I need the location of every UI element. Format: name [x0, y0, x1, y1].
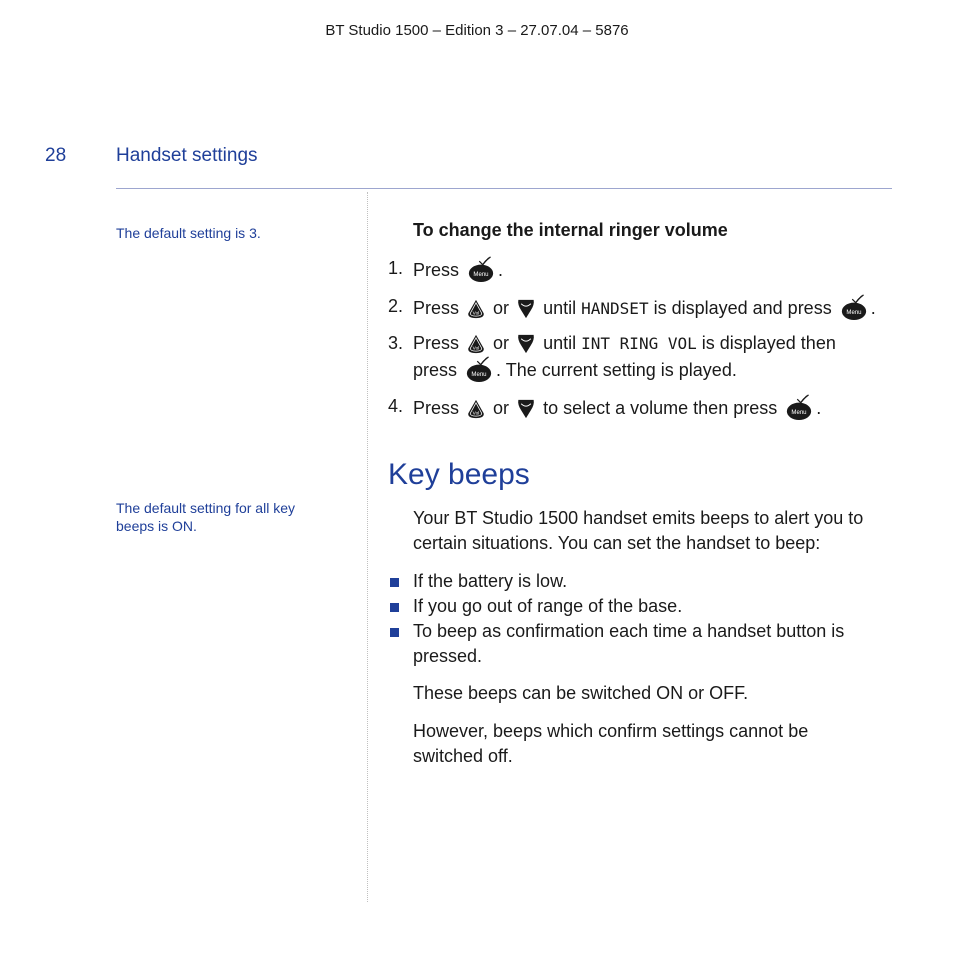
step-text: or [493, 298, 510, 318]
step-number: 1. [388, 258, 404, 278]
vol-down-button-icon [516, 398, 536, 420]
ringer-subheading: To change the internal ringer volume [413, 220, 728, 240]
step-text: Press [413, 333, 460, 353]
bullet-square-icon [390, 603, 399, 612]
menu-button-icon [466, 256, 496, 282]
step-text: or [493, 333, 510, 353]
vol-up-button-icon [466, 398, 486, 420]
step-text: Press [413, 298, 460, 318]
key-beeps-para-1: These beeps can be switched ON or OFF. [413, 683, 749, 703]
step-text: Press [413, 398, 460, 418]
lcd-text-int-ring-vol: INT RING VOL [581, 334, 697, 353]
side-note-default-ringer: The default setting is 3. [116, 225, 261, 241]
menu-button-icon [464, 356, 494, 382]
step-text: press [413, 360, 458, 380]
list-item [388, 594, 888, 619]
running-head: BT Studio 1500 – Edition 3 – 27.07.04 – 5876 [325, 22, 629, 39]
list-item [388, 569, 888, 594]
list-item-text: If you go out of range of the base. [413, 596, 683, 616]
step-text: . [816, 398, 822, 418]
step-number: 2. [388, 296, 404, 316]
ringer-step-2 [388, 294, 898, 321]
step-text: Press [413, 260, 460, 280]
step-text: is displayed and press [653, 298, 832, 318]
key-beeps-para-2: However, beeps which confirm settings cannot be switched off. [413, 721, 809, 766]
menu-button-icon [839, 294, 869, 320]
step-text: until [543, 333, 577, 353]
ringer-step-4 [388, 394, 898, 421]
list-item-text: To beep as confirmation each time a handset button is pressed. [413, 621, 845, 666]
section-title: Handset settings [116, 145, 258, 166]
vol-up-button-icon [466, 333, 486, 355]
vol-up-button-icon [466, 298, 486, 320]
step-text: or [493, 398, 510, 418]
list-item-text: If the battery is low. [413, 571, 568, 591]
step-text: until [543, 298, 577, 318]
vol-down-button-icon [516, 333, 536, 355]
step-number: 3. [388, 333, 404, 353]
step-text: . [870, 298, 876, 318]
lcd-text-handset: HANDSET [581, 299, 649, 318]
header-rule [116, 188, 892, 189]
list-item [388, 619, 858, 669]
key-beeps-intro: Your BT Studio 1500 handset emits beeps to alert you to certain situations. You can set the handset to beep: [413, 508, 864, 553]
ringer-step-3 [388, 331, 898, 383]
vol-down-button-icon [516, 298, 536, 320]
step-text: . The current setting is played. [496, 360, 737, 380]
step-text: is displayed then [701, 333, 836, 353]
step-number: 4. [388, 396, 404, 416]
key-beeps-heading: Key beeps [388, 458, 530, 491]
bullet-square-icon [390, 628, 399, 637]
step-text: . [498, 260, 504, 280]
side-note-default-beeps: The default setting for all key beeps is ON. [116, 500, 295, 534]
column-divider [367, 192, 368, 902]
bullet-square-icon [390, 578, 399, 587]
page-number: 28 [45, 145, 67, 166]
menu-button-icon [784, 394, 814, 420]
ringer-step-1 [388, 256, 898, 283]
step-text: to select a volume then press [543, 398, 778, 418]
